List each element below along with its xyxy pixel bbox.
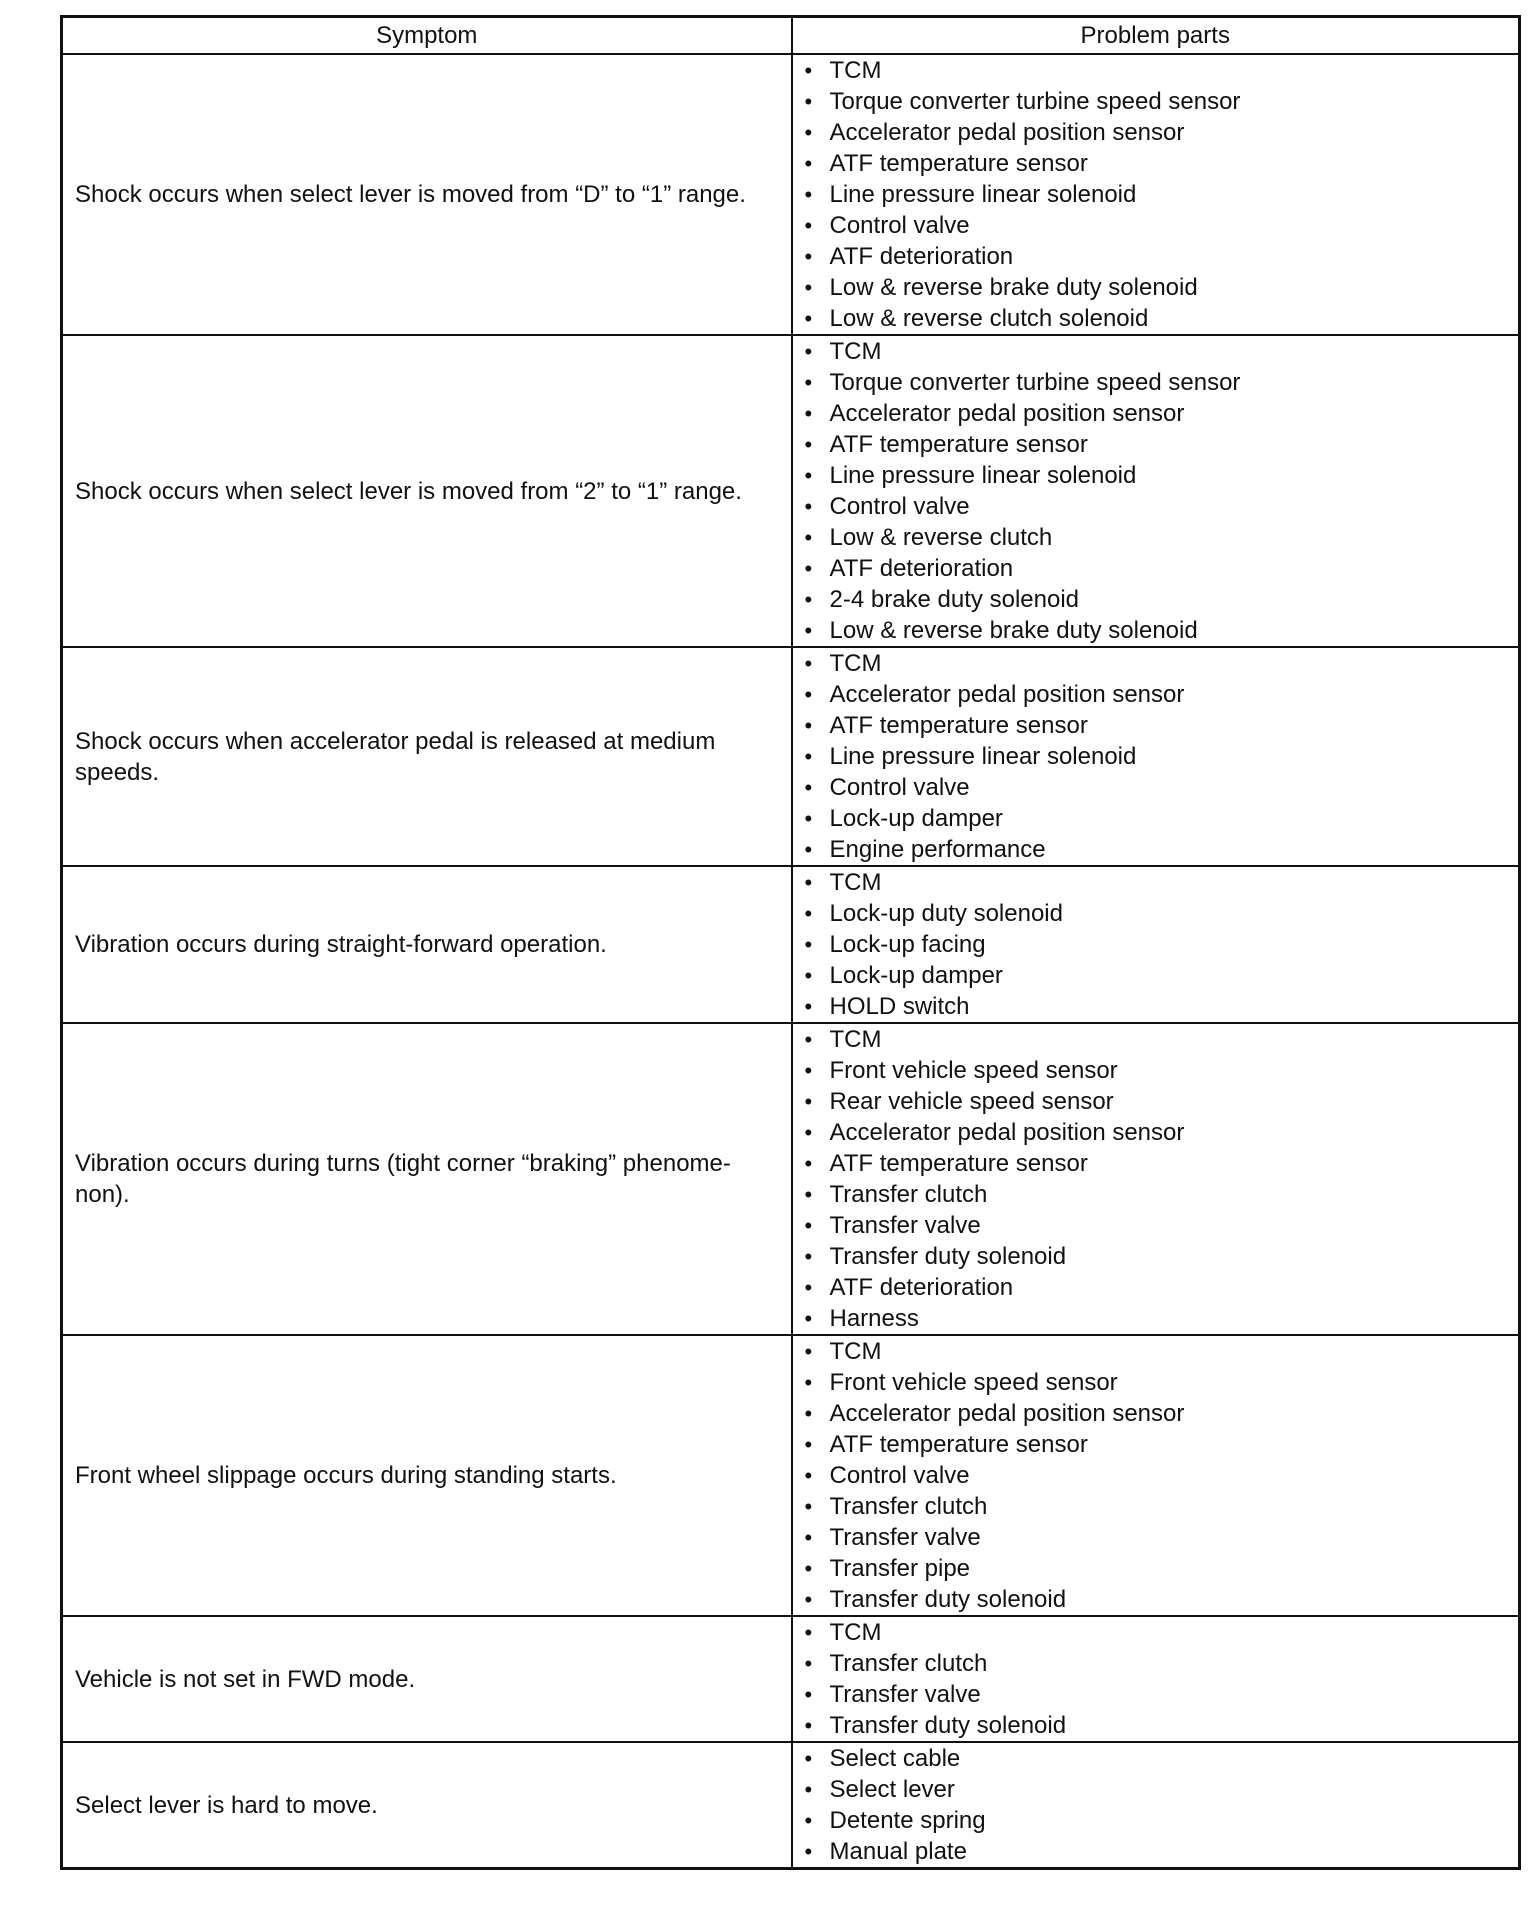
symptom-cell: Shock occurs when accelerator pedal is released at medium speeds.: [62, 647, 792, 866]
list-item: [803, 898, 1519, 929]
problem-parts-cell: [792, 1616, 1520, 1742]
list-item: [803, 679, 1519, 710]
list-item: [803, 1336, 1519, 1367]
list-item: [803, 929, 1519, 960]
symptom-cell: Vibration occurs during turns (tight corner “braking” phenome-non).: [62, 1023, 792, 1335]
problem-parts-column-header: Problem parts: [792, 17, 1520, 55]
part-name: Line pressure linear solenoid: [829, 743, 1137, 770]
list-item: [803, 1303, 1519, 1334]
bullet-icon: •: [804, 1777, 813, 1802]
list-item: [803, 491, 1519, 522]
part-name: Line pressure linear solenoid: [829, 462, 1137, 489]
symptom-cell: Vibration occurs during straight-forward operation.: [62, 866, 792, 1023]
bullet-icon: •: [804, 401, 813, 426]
list-item: [803, 772, 1519, 803]
list-item: [803, 960, 1519, 991]
table-row: [62, 866, 1520, 1023]
bullet-icon: •: [804, 182, 813, 207]
list-item: [803, 584, 1519, 615]
part-name: Torque converter turbine speed sensor: [829, 88, 1241, 115]
bullet-icon: •: [804, 1182, 813, 1207]
bullet-icon: •: [804, 682, 813, 707]
list-item: [803, 303, 1519, 334]
bullet-icon: •: [804, 151, 813, 176]
part-name: Detente spring: [829, 1807, 986, 1834]
list-item: [803, 1584, 1519, 1615]
bullet-icon: •: [804, 1370, 813, 1395]
bullet-icon: •: [804, 1682, 813, 1707]
problem-parts-cell: [792, 335, 1520, 647]
part-name: 2-4 brake duty solenoid: [829, 586, 1079, 613]
part-name: TCM: [829, 57, 882, 84]
part-name: TCM: [829, 1619, 882, 1646]
bullet-icon: •: [804, 1587, 813, 1612]
list-item: [803, 1617, 1519, 1648]
bullet-icon: •: [804, 1556, 813, 1581]
part-name: Harness: [829, 1305, 919, 1332]
list-item: [803, 1836, 1519, 1867]
part-name: Accelerator pedal position sensor: [829, 1119, 1185, 1146]
part-name: Transfer clutch: [829, 1181, 988, 1208]
bullet-icon: •: [804, 1213, 813, 1238]
bullet-icon: •: [804, 744, 813, 769]
part-name: Torque converter turbine speed sensor: [829, 369, 1241, 396]
part-name: Lock-up facing: [829, 931, 986, 958]
table-row: [62, 335, 1520, 647]
bullet-icon: •: [804, 618, 813, 643]
list-item: [803, 1024, 1519, 1055]
list-item: [803, 1774, 1519, 1805]
bullet-icon: •: [804, 432, 813, 457]
table-row: [62, 647, 1520, 866]
bullet-icon: •: [804, 1746, 813, 1771]
part-name: Select lever: [829, 1776, 955, 1803]
part-name: Transfer duty solenoid: [829, 1586, 1067, 1613]
problem-parts-cell: [792, 647, 1520, 866]
part-name: ATF temperature sensor: [829, 431, 1088, 458]
table-row: [62, 1742, 1520, 1869]
problem-parts-list: [803, 1336, 1519, 1615]
part-name: ATF temperature sensor: [829, 150, 1088, 177]
bullet-icon: •: [804, 806, 813, 831]
part-name: ATF temperature sensor: [829, 1431, 1088, 1458]
symptom-column-header: Symptom: [62, 17, 792, 55]
list-item: [803, 1086, 1519, 1117]
bullet-icon: •: [804, 994, 813, 1019]
bullet-icon: •: [804, 463, 813, 488]
list-item: [803, 1055, 1519, 1086]
header-row: [62, 17, 1520, 55]
bullet-icon: •: [804, 370, 813, 395]
part-name: ATF deterioration: [829, 1274, 1014, 1301]
table-body: [62, 54, 1520, 1869]
part-name: Front vehicle speed sensor: [829, 1369, 1118, 1396]
bullet-icon: •: [804, 1151, 813, 1176]
list-item: [803, 1367, 1519, 1398]
list-item: [803, 867, 1519, 898]
bullet-icon: •: [804, 901, 813, 926]
list-item: [803, 241, 1519, 272]
list-item: [803, 1491, 1519, 1522]
list-item: [803, 1179, 1519, 1210]
part-name: Engine performance: [829, 836, 1046, 863]
part-name: Low & reverse clutch solenoid: [829, 305, 1149, 332]
list-item: [803, 460, 1519, 491]
part-name: Control valve: [829, 493, 970, 520]
bullet-icon: •: [804, 1058, 813, 1083]
problem-parts-list: [803, 55, 1519, 334]
list-item: [803, 367, 1519, 398]
part-name: Rear vehicle speed sensor: [829, 1088, 1114, 1115]
part-name: Lock-up duty solenoid: [829, 900, 1063, 927]
bullet-icon: •: [804, 932, 813, 957]
list-item: [803, 1117, 1519, 1148]
list-item: [803, 1241, 1519, 1272]
bullet-icon: •: [804, 213, 813, 238]
bullet-icon: •: [804, 870, 813, 895]
bullet-icon: •: [804, 1651, 813, 1676]
list-item: [803, 803, 1519, 834]
symptom-cell: Shock occurs when select lever is moved from “D” to “1” range.: [62, 54, 792, 335]
list-item: [803, 522, 1519, 553]
bullet-icon: •: [804, 1808, 813, 1833]
part-name: Transfer clutch: [829, 1650, 988, 1677]
list-item: [803, 1553, 1519, 1584]
symptom-cell: Shock occurs when select lever is moved from “2” to “1” range.: [62, 335, 792, 647]
bullet-icon: •: [804, 120, 813, 145]
list-item: [803, 1429, 1519, 1460]
list-item: [803, 398, 1519, 429]
part-name: Transfer duty solenoid: [829, 1712, 1067, 1739]
bullet-icon: •: [804, 339, 813, 364]
list-item: [803, 1710, 1519, 1741]
part-name: Lock-up damper: [829, 962, 1003, 989]
part-name: ATF deterioration: [829, 555, 1014, 582]
bullet-icon: •: [804, 1620, 813, 1645]
part-name: ATF temperature sensor: [829, 712, 1088, 739]
list-item: [803, 55, 1519, 86]
bullet-icon: •: [804, 306, 813, 331]
bullet-icon: •: [804, 525, 813, 550]
list-item: [803, 117, 1519, 148]
list-item: [803, 991, 1519, 1022]
part-name: Transfer valve: [829, 1681, 981, 1708]
bullet-icon: •: [804, 1713, 813, 1738]
bullet-icon: •: [804, 89, 813, 114]
list-item: [803, 1743, 1519, 1774]
bullet-icon: •: [804, 1339, 813, 1364]
list-item: [803, 272, 1519, 303]
problem-parts-list: [803, 336, 1519, 646]
symptom-cell: Front wheel slippage occurs during standing starts.: [62, 1335, 792, 1616]
part-name: ATF temperature sensor: [829, 1150, 1088, 1177]
bullet-icon: •: [804, 1494, 813, 1519]
part-name: TCM: [829, 1338, 882, 1365]
bullet-icon: •: [804, 1089, 813, 1114]
part-name: HOLD switch: [829, 993, 970, 1020]
part-name: Low & reverse brake duty solenoid: [829, 617, 1198, 644]
list-item: [803, 1210, 1519, 1241]
problem-parts-cell: [792, 866, 1520, 1023]
part-name: Control valve: [829, 212, 970, 239]
list-item: [803, 834, 1519, 865]
part-name: Control valve: [829, 1462, 970, 1489]
table-row: [62, 1023, 1520, 1335]
list-item: [803, 741, 1519, 772]
part-name: Accelerator pedal position sensor: [829, 119, 1185, 146]
list-item: [803, 86, 1519, 117]
part-name: Low & reverse brake duty solenoid: [829, 274, 1198, 301]
bullet-icon: •: [804, 963, 813, 988]
problem-parts-cell: [792, 1742, 1520, 1869]
problem-parts-list: [803, 1024, 1519, 1334]
table-row: [62, 54, 1520, 335]
bullet-icon: •: [804, 587, 813, 612]
part-name: ATF deterioration: [829, 243, 1014, 270]
bullet-icon: •: [804, 1839, 813, 1864]
list-item: [803, 553, 1519, 584]
bullet-icon: •: [804, 1027, 813, 1052]
symptom-parts-table: [60, 15, 1521, 1870]
part-name: TCM: [829, 869, 882, 896]
list-item: [803, 1522, 1519, 1553]
bullet-icon: •: [804, 775, 813, 800]
problem-parts-cell: [792, 1023, 1520, 1335]
list-item: [803, 710, 1519, 741]
part-name: Control valve: [829, 774, 970, 801]
part-name: Line pressure linear solenoid: [829, 181, 1137, 208]
problem-parts-list: [803, 648, 1519, 865]
bullet-icon: •: [804, 494, 813, 519]
table-row: [62, 1335, 1520, 1616]
list-item: [803, 648, 1519, 679]
bullet-icon: •: [804, 1463, 813, 1488]
list-item: [803, 336, 1519, 367]
bullet-icon: •: [804, 556, 813, 581]
list-item: [803, 1148, 1519, 1179]
part-name: Transfer valve: [829, 1524, 981, 1551]
bullet-icon: •: [804, 1120, 813, 1145]
list-item: [803, 1648, 1519, 1679]
list-item: [803, 210, 1519, 241]
bullet-icon: •: [804, 58, 813, 83]
part-name: TCM: [829, 338, 882, 365]
symptom-cell: Select lever is hard to move.: [62, 1742, 792, 1869]
bullet-icon: •: [804, 713, 813, 738]
part-name: Manual plate: [829, 1838, 967, 1865]
problem-parts-list: [803, 1617, 1519, 1741]
list-item: [803, 1805, 1519, 1836]
part-name: Accelerator pedal position sensor: [829, 400, 1185, 427]
part-name: Front vehicle speed sensor: [829, 1057, 1118, 1084]
part-name: Transfer clutch: [829, 1493, 988, 1520]
part-name: Accelerator pedal position sensor: [829, 1400, 1185, 1427]
list-item: [803, 615, 1519, 646]
part-name: Lock-up damper: [829, 805, 1003, 832]
list-item: [803, 429, 1519, 460]
problem-parts-cell: [792, 1335, 1520, 1616]
symptom-cell: Vehicle is not set in FWD mode.: [62, 1616, 792, 1742]
part-name: Transfer valve: [829, 1212, 981, 1239]
bullet-icon: •: [804, 837, 813, 862]
part-name: Transfer duty solenoid: [829, 1243, 1067, 1270]
bullet-icon: •: [804, 651, 813, 676]
bullet-icon: •: [804, 1275, 813, 1300]
list-item: [803, 1679, 1519, 1710]
bullet-icon: •: [804, 275, 813, 300]
bullet-icon: •: [804, 244, 813, 269]
problem-parts-cell: [792, 54, 1520, 335]
bullet-icon: •: [804, 1244, 813, 1269]
part-name: TCM: [829, 650, 882, 677]
part-name: Transfer pipe: [829, 1555, 971, 1582]
problem-parts-list: [803, 1743, 1519, 1867]
part-name: Select cable: [829, 1745, 961, 1772]
list-item: [803, 148, 1519, 179]
part-name: TCM: [829, 1026, 882, 1053]
list-item: [803, 1398, 1519, 1429]
problem-parts-list: [803, 867, 1519, 1022]
list-item: [803, 179, 1519, 210]
list-item: [803, 1272, 1519, 1303]
bullet-icon: •: [804, 1525, 813, 1550]
bullet-icon: •: [804, 1432, 813, 1457]
part-name: Low & reverse clutch: [829, 524, 1053, 551]
list-item: [803, 1460, 1519, 1491]
part-name: Accelerator pedal position sensor: [829, 681, 1185, 708]
bullet-icon: •: [804, 1306, 813, 1331]
bullet-icon: •: [804, 1401, 813, 1426]
table-row: [62, 1616, 1520, 1742]
